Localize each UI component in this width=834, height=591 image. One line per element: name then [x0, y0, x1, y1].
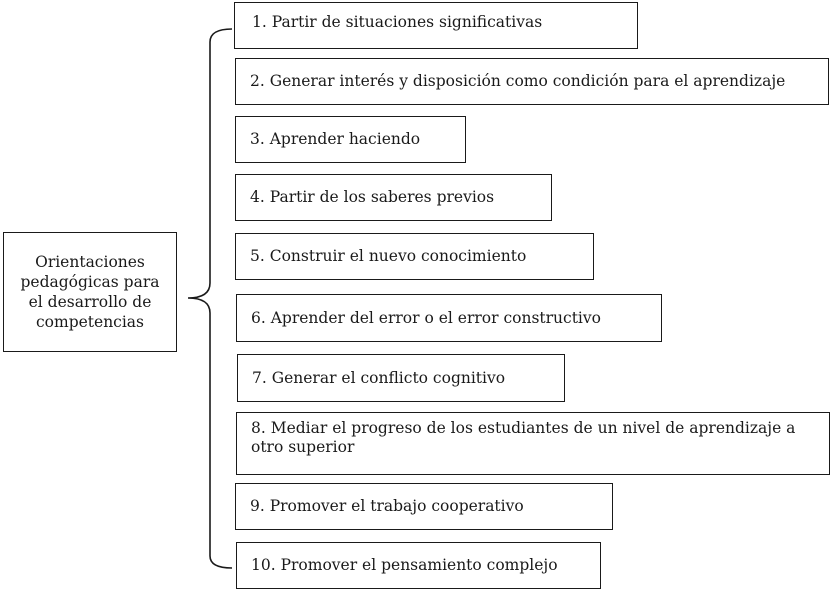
orientation-item-10 [236, 542, 601, 589]
orientation-item-label: 9. Promover el trabajo cooperativo [250, 497, 524, 515]
orientation-item-label: 6. Aprender del error o el error constructivo [251, 308, 601, 327]
root-concept-box [3, 232, 177, 352]
orientation-item-label: 7. Generar el conflicto cognitivo [252, 368, 506, 387]
orientation-item-6 [236, 294, 662, 342]
orientation-item-label: 5. Construir el nuevo conocimiento [250, 247, 527, 265]
orientation-item-1 [234, 2, 638, 49]
orientation-item-8 [236, 412, 830, 475]
orientation-item-3 [235, 116, 466, 163]
root-concept-label: Orientaciones pedagógicas para el desarrollo de competencias [20, 253, 160, 331]
orientation-item-label: 3. Aprender haciendo [250, 130, 421, 148]
orientation-item-label: 1. Partir de situaciones significativas [252, 13, 543, 31]
orientation-item-label: 8. Mediar el progreso de los estudiantes de un nivel de aprendizaje a otro superior [251, 419, 796, 456]
orientation-item-label: 2. Generar interés y disposición como condición para el aprendizaje [250, 72, 786, 90]
orientation-item-5 [235, 233, 594, 280]
orientation-item-label: 10. Promover el pensamiento complejo [251, 556, 558, 574]
orientation-item-9 [235, 483, 613, 530]
orientation-item-label: 4. Partir de los saberes previos [250, 188, 495, 206]
orientation-item-7 [237, 354, 565, 402]
orientation-item-2 [235, 58, 829, 105]
orientation-item-4 [235, 174, 552, 221]
